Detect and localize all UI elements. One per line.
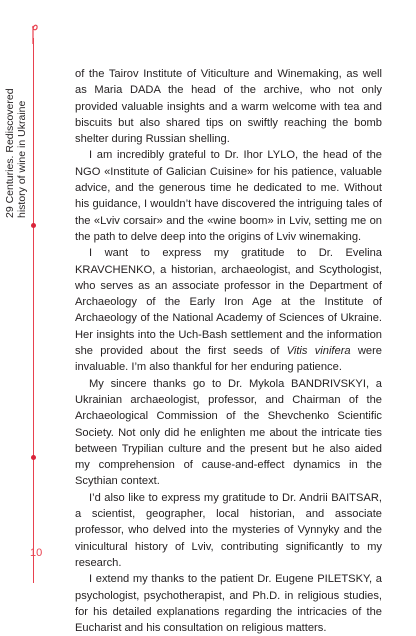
paragraph: of the Tairov Institute of Viticulture and Winemaking, as well as Maria DADA the head of the archive, who not only provided valuable insights and a warm welcome with tea and biscuits but also shared tips on swiftly reaching the bomb shelter during Russian shelling.: [75, 68, 382, 146]
sidebar-rule: [33, 38, 34, 583]
sidebar-dot: [31, 223, 36, 228]
sidebar-dot: [31, 455, 36, 460]
running-title: [4, 88, 28, 218]
paragraph: I am incredibly grateful to Dr. Ihor LYLO, the head of the NGO «Institute of Galician Cuisine» for his patience, valuable advice, and the generous time he dedicated to me. Without his guidance, I wouldn’t have discovered the intriguing tales of the «Lviv corsair» and the «wine boom» in Lviv, setting me on the path to delve deep into the origins of Lviv winemaking.: [75, 149, 382, 243]
ornament-curl-icon: [26, 20, 40, 44]
paragraph: [75, 245, 382, 375]
paragraph-text: I want to express my gratitude to Dr. Evelina KRAVCHENKO, a historian, archaeologist, and Scythologist, who serves as an associate professor in the Department of Archaeology of the Early Iron Age at the Institute of Archaeology of the National Academy of Sciences of Ukraine. Her insights into the Uch-Bash settlement and the information she provided about the first seeds of: [75, 247, 382, 358]
paragraph: I’d also like to express my gratitude to Dr. Andrii BAITSAR, a scientist, geographer, local historian, and associate professor, who delved into the mysteries of Vynnyky and the vinicultural history of Lviv, contributing significantly to my research.: [75, 491, 382, 569]
page-number: 10: [30, 547, 43, 559]
paragraph-italic-text: Vitis vinifera: [286, 345, 351, 358]
running-title-line-2: history of wine in Ukraine: [16, 100, 28, 218]
running-title-line-1: 29 Centuries. Rediscovered: [4, 88, 16, 218]
paragraph-text: were invaluable. I’m also thankful for her enduring patience.: [75, 345, 382, 374]
body-text: [75, 66, 382, 636]
paragraph: My sincere thanks go to Dr. Mykola BANDRIVSKYI, a Ukrainian archaeologist, professor, and Chairman of the Archaeological Commission of the Shevchenko Scientific Society. Not only did he enlighten me about the intricate ties between Trypilian culture and the present but he also aided my comprehension of cause-and-effect dynamics in the Scythian context.: [75, 377, 382, 488]
paragraph: I extend my thanks to the patient Dr. Eugene PILETSKY, a psychologist, psychotherapist, and Ph.D. in religious studies, for his detailed explanations regarding the intricacies of the Eucharist and his consultation on religious matters.: [75, 573, 382, 635]
